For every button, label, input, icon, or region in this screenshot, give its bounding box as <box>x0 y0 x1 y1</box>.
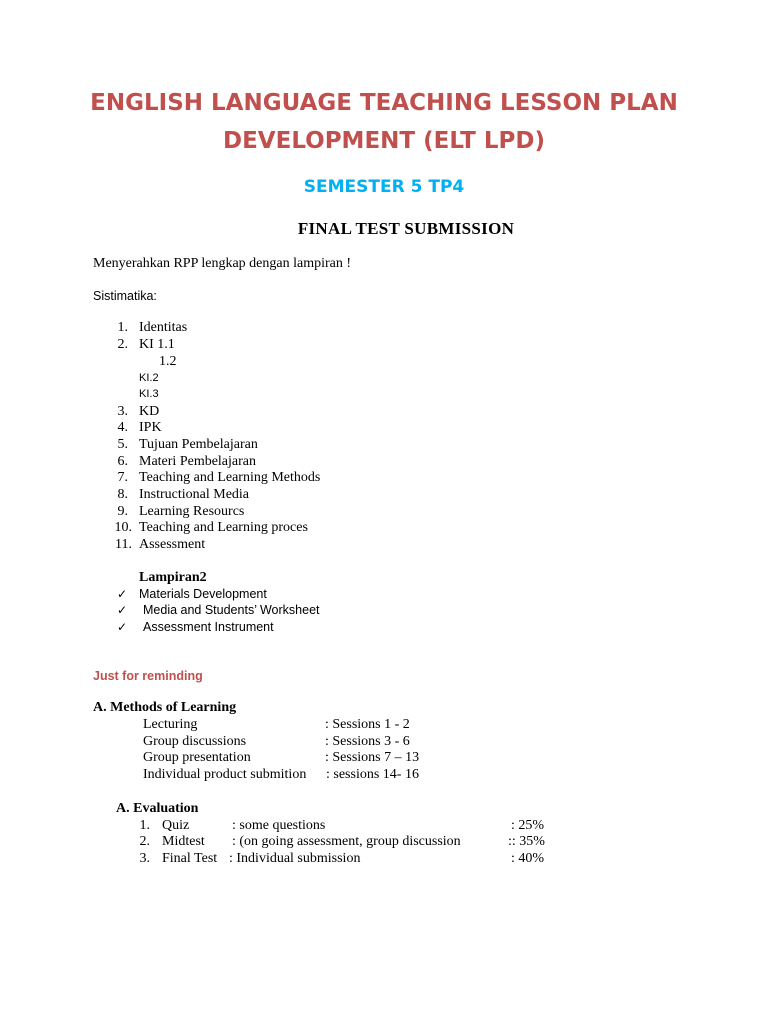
methods-heading: A. Methods of Learning <box>93 700 237 715</box>
list-subitem: KI.3 <box>139 388 159 400</box>
check-icon: ✓ <box>117 603 128 617</box>
check-icon: ✓ <box>117 620 128 634</box>
lampiran-label: Lampiran2 <box>139 570 207 585</box>
check-icon: ✓ <box>117 587 128 601</box>
title-line-1: ENGLISH LANGUAGE TEACHING LESSON PLAN <box>90 90 678 116</box>
list-subitem: KI.2 <box>139 372 159 384</box>
subtitle: SEMESTER 5 TP4 <box>303 177 465 197</box>
sistematika-label: Sistimatika: <box>93 289 157 303</box>
list-subitem: 1.2 <box>159 354 177 369</box>
title-line-2: DEVELOPMENT (ELT LPD) <box>223 128 545 154</box>
section-heading: FINAL TEST SUBMISSION <box>297 219 515 238</box>
reminder-note: Just for reminding <box>93 669 203 683</box>
intro-text: Menyerahkan RPP lengkap dengan lampiran ! <box>93 256 352 271</box>
evaluation-heading: A. Evaluation <box>116 801 199 816</box>
